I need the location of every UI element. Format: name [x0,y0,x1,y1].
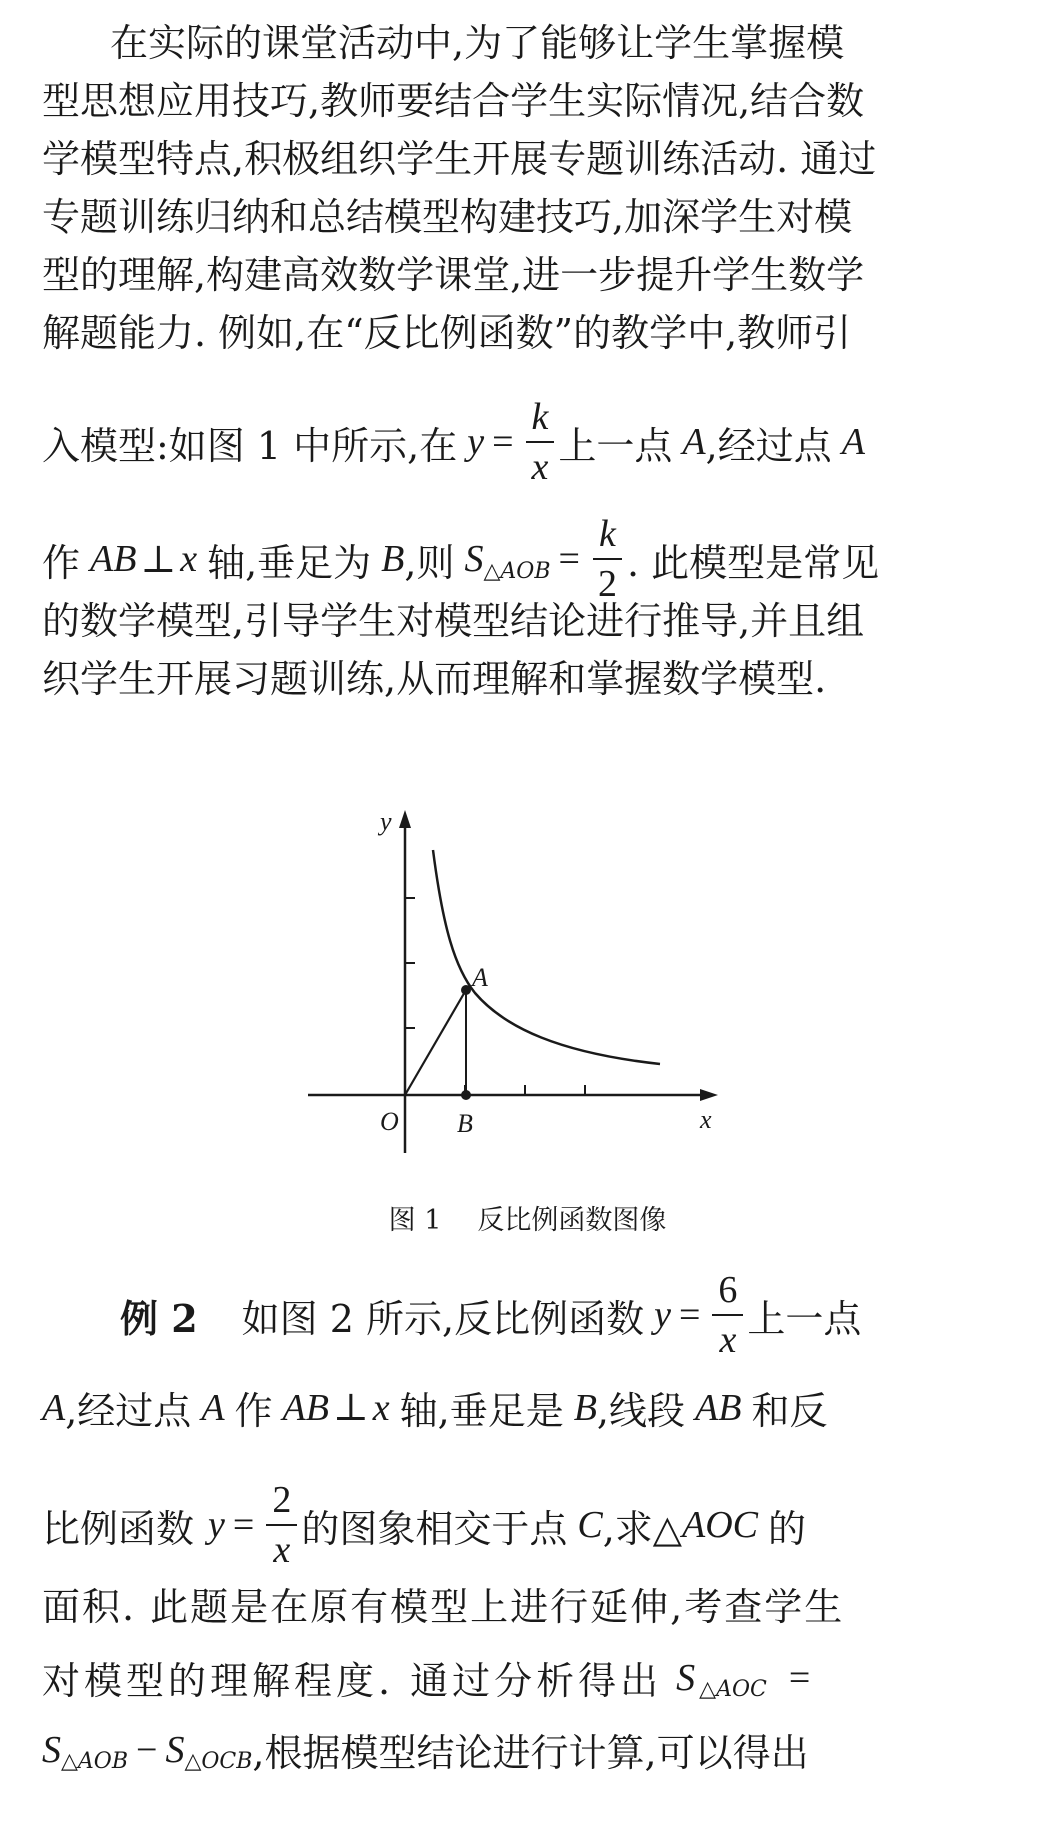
x-axis-label: x [700,1105,712,1134]
fraction-6-over-x [712,1268,743,1362]
example2-line6 [42,1722,1002,1777]
math-variable: S [676,1656,700,1699]
text-segment: 的图象相交于点 [301,1506,568,1551]
math-variable: AB [90,538,137,580]
math-operator: ⊥ [140,538,177,581]
fraction-numerator: k [593,512,622,560]
text-segment: 轴,垂足是 [399,1389,564,1433]
text-segment: . 此模型是常见 [626,540,880,585]
math-operator: = [788,1656,815,1699]
caption-title: 反比例函数图像 [477,1205,667,1236]
paragraph1-line3: 学模型特点,积极组织学生开展专题训练活动. 通过 [42,137,877,181]
text-segment: 作 [234,1389,273,1433]
example2-line5 [42,1650,1002,1705]
math-variable: y [467,421,485,463]
math-subscript: △AOB [483,558,551,584]
y-axis-arrow [399,810,411,828]
x-axis-arrow [700,1089,718,1101]
math-operator: − [136,1728,158,1771]
y-axis-label: y [380,808,392,836]
math-variable: B [573,1386,597,1429]
math-variable: x [372,1386,390,1429]
fraction-numerator: 6 [712,1268,743,1316]
point-B [461,1090,471,1100]
segment-OA [405,990,466,1095]
fraction-numerator: k [526,395,555,443]
point-A [461,985,471,995]
fraction-denominator: x [273,1529,291,1571]
math-operator: = [678,1294,701,1336]
math-operator: = [232,1504,255,1546]
math-variable: S [464,538,484,580]
text-segment: 对模型的理解程度. 通过分析得出 [42,1659,663,1703]
fraction-k-over-x [526,395,555,489]
text-segment: 如图 2 所示,反比例函数 [241,1296,645,1341]
text-segment: 比例函数 [42,1506,195,1551]
math-variable: AOC [682,1504,759,1546]
math-variable: C [577,1504,603,1546]
paragraph1-line10: 织学生开展习题训练,从而理解和掌握数学模型. [42,657,827,701]
text-segment: ,求△ [602,1506,683,1551]
example2-line4: 面积. 此题是在原有模型上进行延伸,考查学生 [42,1585,845,1629]
caption-number: 图 1 [388,1205,442,1236]
math-variable: A [201,1386,225,1429]
hyperbola-curve [433,850,660,1064]
math-variable: A [841,421,865,463]
point-B-label: B [457,1109,473,1138]
point-A-label: A [472,963,488,992]
inverse-function-graph [300,808,740,1168]
math-variable: y [654,1294,671,1336]
math-subscript: △AOC [699,1677,767,1702]
text-segment: 和反 [751,1389,828,1433]
math-variable: S [165,1728,185,1771]
math-operator: ⊥ [332,1387,369,1429]
math-variable: AB [695,1386,742,1429]
text-segment: 上一点 [558,423,673,468]
text-segment: 上一点 [747,1296,862,1341]
math-variable: AB [282,1386,329,1429]
fraction-denominator: x [531,446,549,488]
fraction-denominator: x [719,1319,737,1361]
math-variable: S [42,1728,61,1771]
paragraph1-line4: 专题训练归纳和总结模型构建技巧,加深学生对模 [42,195,853,239]
math-subscript: △OCB [184,1749,253,1774]
math-variable: x [180,538,198,580]
example-label: 例 2 [120,1295,198,1341]
math-variable: y [208,1504,225,1546]
text-segment: ,经过点 [705,423,832,468]
text-segment: 轴,垂足为 [207,540,372,585]
origin-label: O [380,1107,399,1136]
paragraph1-line6: 解题能力. 例如,在“反比例函数”的教学中,教师引 [42,311,852,355]
fraction-denominator: 2 [597,563,617,605]
text-segment: 入模型:如图 1 中所示,在 [42,423,458,468]
text-segment: ,根据模型结论进行计算,可以得出 [252,1731,809,1775]
paragraph1-line1: 在实际的课堂活动中,为了能够让学生掌握模 [110,21,845,65]
paragraph1-line5: 型的理解,构建高效数学课堂,进一步提升学生数学 [42,253,865,297]
text-segment: ,线段 [596,1389,686,1433]
figure-caption [0,1198,1055,1237]
fraction-numerator: 2 [266,1478,297,1526]
paragraph1-line9: 的数学模型,引导学生对模型结论进行推导,并且组 [42,599,865,643]
math-operator: = [558,538,580,580]
example2-line2 [42,1380,1002,1435]
paragraph1-line2: 型思想应用技巧,教师要结合学生实际情况,结合数 [42,79,865,123]
text-segment: 的 [768,1506,807,1551]
text-segment: 作 [42,540,81,585]
math-subscript: △AOB [61,1749,129,1774]
math-operator: = [492,421,514,463]
example2-line3 [42,1478,1002,1572]
fraction-2-over-x [266,1478,297,1572]
text-segment: ,则 [404,540,455,585]
paragraph1-line7 [42,395,1002,489]
example2-line1 [120,1268,1055,1362]
text-segment: ,经过点 [65,1389,192,1433]
math-variable: A [42,1386,66,1429]
math-variable: A [682,421,706,463]
math-variable: B [381,538,405,580]
